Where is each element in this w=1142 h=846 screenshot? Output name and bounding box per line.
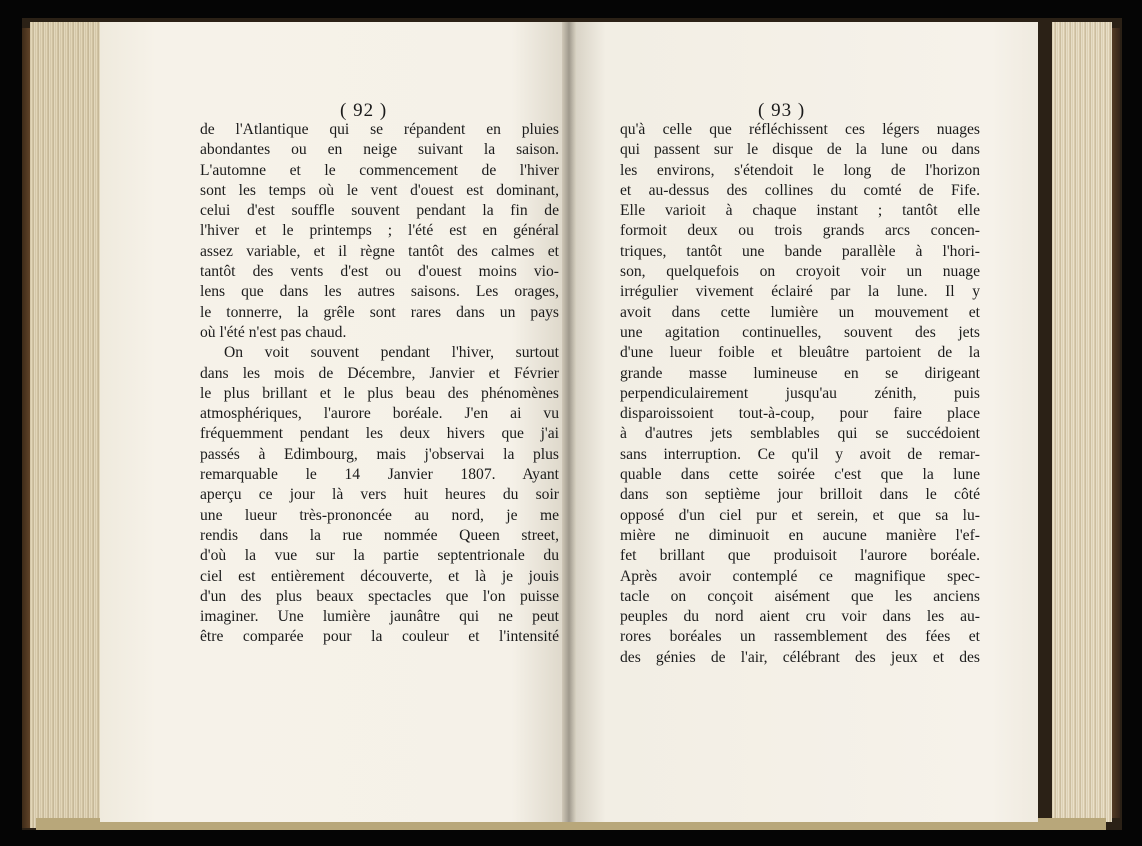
text-line: à d'autres jets semblables qui se succédoient [620, 425, 980, 443]
text-line: l'hiver et le printemps ; l'été est en général [200, 222, 559, 240]
left-page [100, 22, 568, 822]
text-line: d'une lueur foible et bleuâtre partoient de la [620, 344, 980, 362]
text-line: Après avoir contemplé ce magnifique spec- [620, 567, 980, 585]
text-line: fréquemment pendant les deux hivers que j'ai [200, 425, 559, 443]
text-line: mière ne diminuoit en aucune manière l'ef- [620, 526, 980, 544]
text-line: le plus brillant et le plus beau des phénomènes [200, 384, 559, 402]
text-line: On voit souvent pendant l'hiver, surtout [224, 344, 559, 362]
text-line: dans les mois de Décembre, Janvier et Février [200, 364, 559, 382]
text-line: qui passent sur le disque de la lune ou dans [620, 141, 980, 159]
text-line: quable dans cette soirée c'est que la lune [620, 466, 980, 484]
text-line: et au-dessus des collines du comté de Fife. [620, 181, 980, 199]
text-line: de l'Atlantique qui se répandent en pluies [200, 121, 559, 138]
text-line: triques, tantôt une bande parallèle à l'hori- [620, 242, 980, 260]
text-line: d'où la vue sur la partie septentrionale du [200, 547, 559, 565]
page-edges-right [1052, 22, 1112, 822]
text-line: disparoissoient tout-à-coup, pour faire place [620, 405, 980, 423]
right-page-number: ( 93 ) [758, 100, 806, 121]
text-line: dans son septième jour brilloit dans le côté [620, 486, 980, 504]
text-line: Elle varioit à chaque instant ; tantôt elle [620, 202, 980, 220]
text-line: rores boréales un rassemblement des fées et [620, 628, 980, 646]
text-line: tacle on conçoit aisément que les anciens [620, 587, 980, 605]
text-line: sans interruption. Ce qu'il y avoit de remar- [620, 445, 980, 463]
text-line: une lueur très-prononcée au nord, je me [200, 506, 559, 524]
right-page [568, 22, 1038, 822]
text-line: avoit dans cette lumière un mouvement et [620, 303, 980, 321]
text-line: perpendiculairement jusqu'au zénith, puis [620, 384, 980, 402]
text-line: ciel est entièrement découverte, et là je jouis [200, 567, 559, 585]
text-line: passés à Edimbourg, mais j'observai la plus [200, 445, 559, 463]
text-line: d'un des plus beaux spectacles que l'on puisse [200, 587, 559, 605]
text-line: des génies de l'air, célébrant des jeux et des [620, 648, 980, 666]
text-line: une agitation continuelles, souvent des jets [620, 323, 980, 341]
text-line: sont les temps où le vent d'ouest est dominant, [200, 181, 559, 199]
text-line: grande masse lumineuse en se dirigeant [620, 364, 980, 382]
text-line: être comparée pour la couleur et l'intensité [200, 628, 559, 646]
text-line: peuples du nord aient cru voir dans les au- [620, 608, 980, 626]
text-line: qu'à celle que réfléchissent ces légers nuages [620, 121, 980, 138]
text-line: remarquable le 14 Janvier 1807. Ayant [200, 466, 559, 484]
text-line: son, quelquefois on croyoit voir un nuage [620, 263, 980, 281]
text-line: celui d'est souffle souvent pendant la fin de [200, 202, 559, 220]
left-page-number: ( 92 ) [340, 100, 388, 121]
text-line: assez variable, et il règne tantôt des calmes et [200, 242, 559, 260]
text-line: aperçu ce jour là vers huit heures du soir [200, 486, 559, 504]
text-line: les environs, s'étendoit le long de l'horizon [620, 161, 980, 179]
text-line: irrégulier vivement éclairé par la lune. Il y [620, 283, 980, 301]
text-line: opposé d'un ciel pur et serein, et que sa lu- [620, 506, 980, 524]
text-line: le tonnerre, la grêle sont rares dans un pays [200, 303, 559, 321]
text-line: imaginer. Une lumière jaunâtre qui ne peut [200, 608, 559, 626]
book-gutter [562, 22, 576, 822]
text-line: atmosphériques, l'aurore boréale. J'en ai vu [200, 405, 559, 423]
text-line: fet brillant que produisoit l'aurore boréale. [620, 547, 980, 565]
text-line: formoit deux ou trois grands arcs concen- [620, 222, 980, 240]
text-line: tantôt des vents d'est ou d'ouest moins vio- [200, 263, 559, 281]
text-line: lens que dans les autres saisons. Les orages, [200, 283, 559, 301]
text-line: abondantes ou en neige suivant la saison. [200, 141, 559, 159]
left-page-text [200, 120, 559, 648]
right-page-text [620, 120, 980, 668]
text-line: rendis dans la rue nommée Queen street, [200, 526, 559, 544]
text-line: L'automne et le commencement de l'hiver [200, 161, 559, 179]
text-line: où l'été n'est pas chaud. [200, 323, 347, 341]
